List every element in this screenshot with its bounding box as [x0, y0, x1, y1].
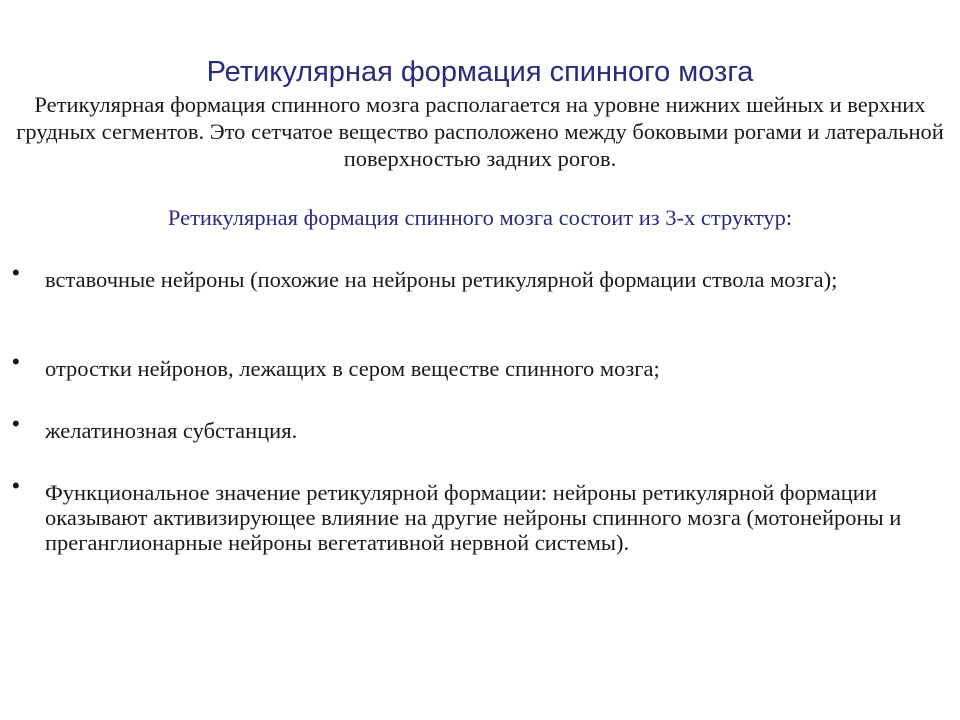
slide-title: Ретикулярная формация спинного мозга	[206, 56, 754, 88]
list-item-text: отростки нейронов, лежащих в сером веществе спинного мозга;	[45, 356, 660, 381]
bullet-icon: •	[12, 260, 20, 285]
list-item-text: желатинозная субстанция.	[45, 418, 298, 443]
structures-heading-colon: :	[785, 205, 793, 230]
bullet-icon: •	[12, 411, 20, 436]
list-item-text: вставочные нейроны (похожие на нейроны ретикулярной формации ствола мозга);	[45, 267, 838, 292]
bullet-icon: •	[12, 349, 20, 374]
list-item-text: Функциональное значение ретикулярной формации: нейроны ретикулярной формации оказывают активизирующее влияние на другие нейроны спинного мозга (мотонейроны и преганглионарные нейроны вегетативной нервной системы).	[45, 480, 902, 555]
bullet-icon: •	[12, 473, 20, 498]
structures-heading-text: Ретикулярная формация спинного мозга состоит из 3-х структур	[167, 205, 786, 230]
structures-heading	[0, 203, 960, 233]
intro-paragraph: Ретикулярная формация спинного мозга располагается на уровне нижних шейных и верхних грудных сегментов. Это сетчатое вещество расположено между боковыми рогами и латеральной поверхностью задних рогов.	[16, 92, 944, 171]
